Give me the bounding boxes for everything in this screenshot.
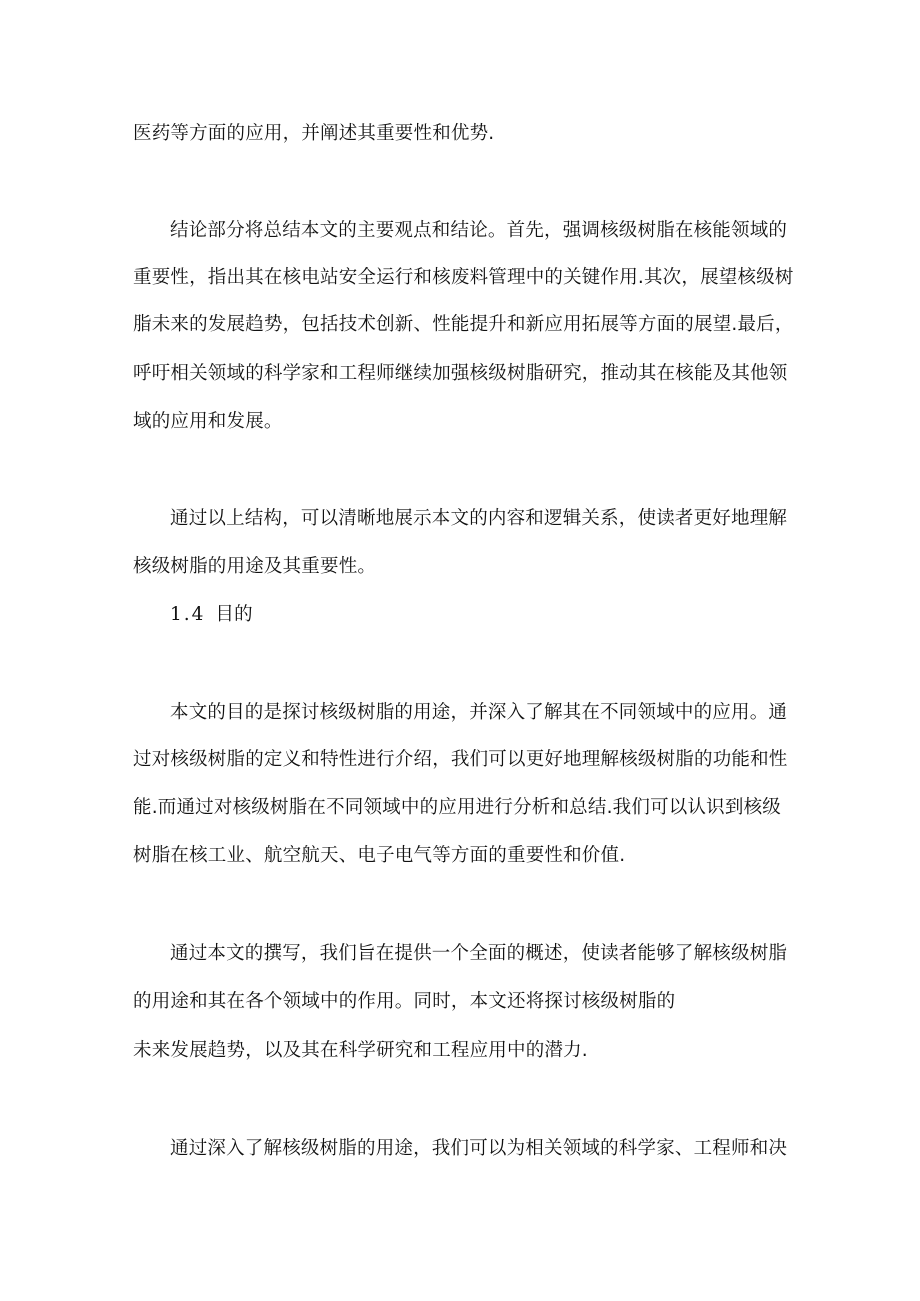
- paragraph-line: 通过以上结构，可以清晰地展示本文的内容和逻辑关系，使读者更好地理解: [170, 508, 788, 529]
- paragraph-line: 本文的目的是探讨核级树脂的用途，并深入了解其在不同领域中的应用。通: [170, 702, 788, 723]
- section-number: 1.4: [170, 604, 206, 625]
- paragraph-line: 通过本文的撰写，我们旨在提供一个全面的概述，使读者能够了解核级树脂: [170, 943, 788, 964]
- paragraph-line: 结论部分将总结本文的主要观点和结论。首先，强调核级树脂在核能领域的: [170, 220, 788, 241]
- paragraph-line: 脂未来的发展趋势，包括技术创新、性能提升和新应用拓展等方面的展望.最后，: [133, 314, 794, 335]
- section-title: 目的: [215, 604, 253, 625]
- paragraph-line: 重要性，指出其在核电站安全运行和核废料管理中的关键作用.其次，展望核级树: [133, 267, 794, 288]
- paragraph-line: 过对核级树脂的定义和特性进行介绍，我们可以更好地理解核级树脂的功能和性: [133, 749, 788, 770]
- paragraph-line: 核级树脂的用途及其重要性。: [133, 556, 377, 577]
- paragraph-line: 呼吁相关领域的科学家和工程师继续加强核级树脂研究，推动其在核能及其他领: [133, 363, 788, 384]
- paragraph-line: 能.而通过对核级树脂在不同领域中的应用进行分析和总结.我们可以认识到核级: [133, 797, 781, 818]
- paragraph-line: 的用途和其在各个领域中的作用。同时，本文还将探讨核级树脂的: [133, 991, 676, 1012]
- section-heading: [170, 602, 253, 628]
- paragraph-line: 医药等方面的应用，并阐述其重要性和优势.: [133, 123, 495, 144]
- paragraph-line: 未来发展趋势，以及其在科学研究和工程应用中的潜力.: [133, 1040, 588, 1061]
- paragraph-line: 树脂在核工业、航空航天、电子电气等方面的重要性和价值.: [133, 845, 626, 866]
- paragraph-line: 域的应用和发展。: [133, 411, 283, 432]
- paragraph-line: 通过深入了解核级树脂的用途，我们可以为相关领域的科学家、工程师和决: [170, 1138, 788, 1159]
